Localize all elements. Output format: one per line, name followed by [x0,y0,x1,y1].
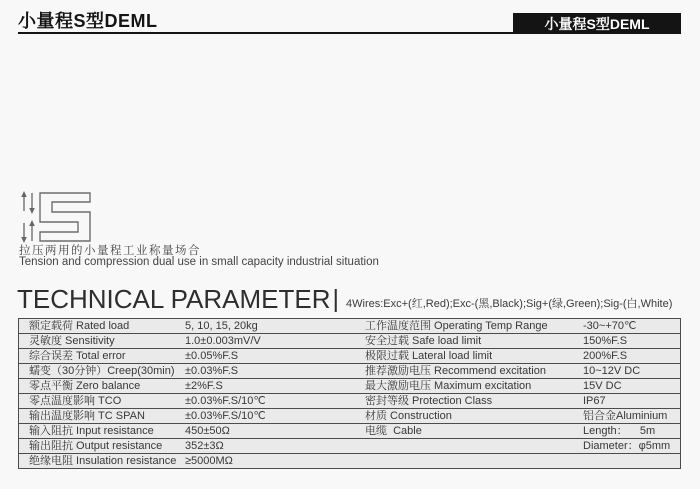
spec-label: 蠕变（30分钟）Creep(30min) [29,364,175,377]
spec-value: ±0.03%F.S/10℃ [185,394,266,407]
spec-label: 输出阻抗 Output resistance [29,439,163,452]
spec-label: 输出温度影响 TC SPAN [29,409,145,422]
s-beam-outline [40,193,90,241]
spec-label: 安全过载 Safe load limit [365,334,482,347]
wiring-note: 4Wires:Exc+(红,Red);Exc-(黑,Black);Sig+(绿,Green);Sig-(白,White) [346,298,673,310]
table-row [19,364,680,379]
spec-value: 10~12V DC [583,364,641,377]
spec-value: 铝合金Aluminium [583,409,668,422]
spec-value: 150%F.S [583,334,628,347]
spec-label: 零点平衡 Zero balance [29,379,141,392]
spec-value: ±2%F.S [185,379,223,392]
spec-value: 352±3Ω [185,439,224,452]
spec-value: 450±50Ω [185,424,230,437]
spec-label: 密封等级 Protection Class [365,394,493,407]
spec-value: Diameter：φ5mm [583,439,671,452]
spec-label: 综合误差 Total error [29,349,126,362]
corner-badge: 小量程S型DEML [513,13,681,34]
s-type-load-cell-icon [20,190,96,244]
spec-label: 工作温度范围 Operating Temp Range [365,319,548,332]
spec-value: 5, 10, 15, 20kg [185,319,258,332]
table-row [19,394,680,409]
spec-label: 最大激励电压 Maximum excitation [365,379,532,392]
spec-label: 绝缘电阻 Insulation resistance [29,454,177,467]
table-row [19,424,680,439]
table-row [19,334,680,349]
table-row [19,409,680,424]
spec-value: ±0.05%F.S [185,349,239,362]
spec-value: -30~+70℃ [583,319,637,332]
spec-value: ≥5000MΩ [185,454,233,467]
spec-label: 推荐激励电压 Recommend excitation [365,364,546,377]
spec-value: IP67 [583,394,606,407]
spec-value: 1.0±0.003mV/V [185,334,261,347]
section-heading: TECHNICAL PARAMETER [17,284,331,314]
spec-value: ±0.03%F.S/10℃ [185,409,266,422]
section-header [17,286,672,312]
spec-value: 15V DC [583,379,622,392]
application-caption-en: Tension and compression dual use in small capacity industrial situation [19,256,379,268]
spec-label: 电缆 Cable [365,424,422,437]
spec-label: 零点温度影响 TCO [29,394,122,407]
application-caption-cn: 拉压两用的小量程工业称量场合 [19,245,201,257]
table-row [19,349,680,364]
tension-compression-arrows [21,191,35,243]
table-row [19,379,680,394]
spec-label: 输入阻抗 Input resistance [29,424,154,437]
spec-label: 额定载荷 Rated load [29,319,130,332]
spec-value: ±0.03%F.S [185,364,239,377]
table-row [19,319,680,334]
spec-label: 极限过载 Lateral load limit [365,349,493,362]
spec-label: 灵敏度 Sensitivity [29,334,115,347]
spec-label: 材质 Construction [365,409,452,422]
heading-divider: | [332,285,339,313]
page-title: 小量程S型DEML [18,11,158,31]
spec-table [18,318,681,469]
spec-value: Length： 5m [583,424,656,437]
table-row [19,439,680,454]
table-row [19,454,680,469]
spec-value: 200%F.S [583,349,628,362]
